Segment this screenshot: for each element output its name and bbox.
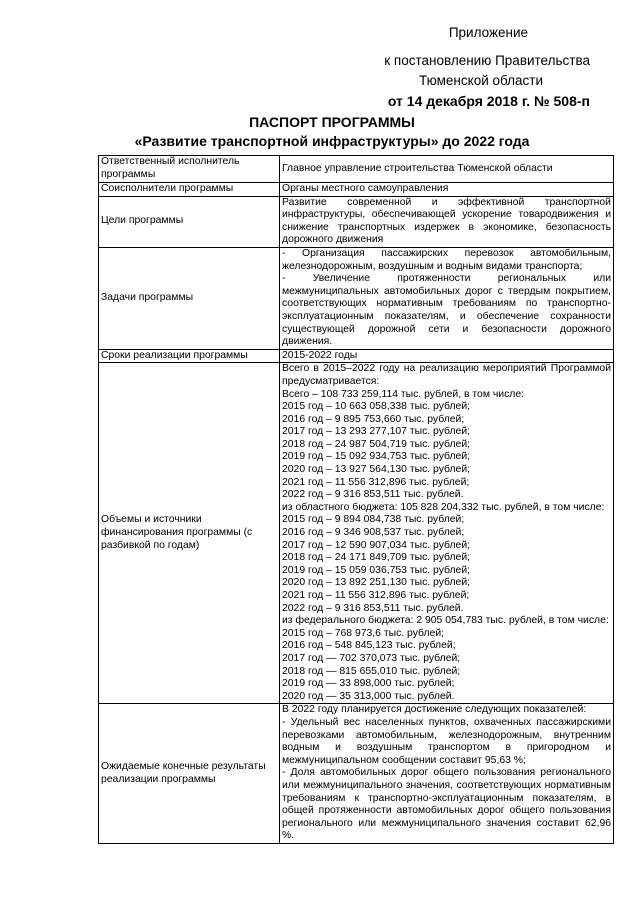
label-tasks: Задачи программы <box>99 247 280 349</box>
label-responsible: Ответственный исполнитель программы <box>99 156 280 183</box>
regional-year-line: 2017 год – 12 590 907,034 тыс. рублей; <box>282 539 471 551</box>
label-goals: Цели программы <box>99 196 280 247</box>
value-coexecutors: Органы местного самоуправления <box>280 183 614 197</box>
resolution-date-number: от 14 декабря 2018 г. № 508-п <box>387 93 590 109</box>
funding-total: Всего – 108 733 259,114 тыс. рублей, в том числе: <box>282 388 524 400</box>
total-year-line: 2017 год – 13 293 277,107 тыс. рублей; <box>282 426 471 438</box>
regional-year-line: 2015 год – 9 894 084,738 тыс. рублей; <box>282 514 465 526</box>
row-responsible <box>99 156 614 183</box>
total-year-line: 2021 год – 11 556 312,896 тыс. рублей; <box>282 476 470 488</box>
row-terms <box>99 349 614 363</box>
funding-intro: Всего в 2015–2022 году на реализацию мероприятий Программой предусматривается: <box>282 363 611 387</box>
regional-year-line: 2016 год – 9 346 908,537 тыс. рублей; <box>282 527 465 539</box>
total-year-line: 2016 год – 9 895 753,660 тыс. рублей; <box>282 413 465 425</box>
funding-regional: из областного бюджета: 105 828 204,332 тыс. рублей, в том числе: <box>282 501 605 513</box>
federal-year-line: 2016 год – 548 845,123 тыс. рублей; <box>282 640 456 652</box>
row-goals <box>99 196 614 247</box>
appendix-label: Приложение <box>448 25 528 40</box>
value-funding <box>280 363 614 704</box>
label-funding: Объемы и источники финансирования программы (с разбивкой по годам) <box>99 363 280 704</box>
federal-year-line: 2015 год – 768 973,6 тыс. рублей; <box>282 627 445 639</box>
results-item-2: - Доля автомобильных дорог общего пользования регионального или межмуниципального значения, соответствующих нормативным требованиям к транспортно-эксплуатационным показателям, в общей протяженности автомобильных дорог общего пользования регионального или межмуниципального значения составит 62,96 %. <box>282 767 611 842</box>
label-results: Ожидаемые конечные результаты реализации программы <box>99 704 280 844</box>
funding-federal: из федерального бюджета: 2 905 054,783 тыс. рублей, в том числе: <box>282 615 609 627</box>
federal-year-line: 2019 год — 33 898,000 тыс. рублей; <box>282 678 455 690</box>
task-item-2: - Увеличение протяженности региональных или межмуниципальных автомобильных дорог с твердым покрытием, соответствующих нормативным требованиям по транспортно-эксплуатационным показателям, и обеспечение сохранности существующей дорожной сети и безопасности дорожного движения. <box>282 273 611 348</box>
value-tasks <box>280 247 614 349</box>
row-results <box>99 704 614 844</box>
row-funding <box>99 363 614 704</box>
row-tasks <box>99 247 614 349</box>
regional-year-line: 2021 год – 11 556 312,896 тыс. рублей; <box>282 590 470 601</box>
funding-regional-years <box>282 514 611 615</box>
value-results <box>280 704 614 844</box>
results-item-1: - Удельный вес населенных пунктов, охваченных пассажирскими перевозками автомобильным, железнодорожным, внутренним водным и воздушным транспортом в пригородном и межмуниципальном сообщении составит 95,63 %; <box>282 716 611 766</box>
total-year-line: 2020 год – 13 927 564,130 тыс. рублей; <box>282 464 471 476</box>
resolution-reference: к постановлению Правительства <box>384 53 590 68</box>
federal-year-line: 2020 год — 35 313,000 тыс. рублей. <box>282 690 455 702</box>
regional-year-line: 2022 год – 9 316 853,511 тыс. рублей. <box>282 602 464 614</box>
passport-table <box>98 155 614 844</box>
total-year-line: 2015 год – 10 663 058,338 тыс. рублей; <box>282 401 471 413</box>
value-goals: Развитие современной и эффективной транспортной инфраструктуры, обеспечивающей ускорение товародвижения и снижение транспортных издержек в экономике, безопасность дорожного движения <box>280 196 614 247</box>
document-title: ПАСПОРТ ПРОГРАММЫ <box>249 114 415 130</box>
total-year-line: 2022 год – 9 316 853,511 тыс. рублей. <box>282 489 464 501</box>
label-terms: Сроки реализации программы <box>99 349 280 363</box>
regional-year-line: 2020 год – 13 892 251,130 тыс. рублей; <box>282 577 471 589</box>
program-name: «Развитие транспортной инфраструктуры» до 2022 года <box>134 133 530 149</box>
region-name: Тюменской области <box>419 73 543 88</box>
regional-year-line: 2019 год – 15 059 036,753 тыс. рублей; <box>282 564 471 576</box>
row-coexecutors <box>99 183 614 197</box>
total-year-line: 2018 год – 24 987 504,719 тыс. рублей; <box>282 438 471 450</box>
total-year-line: 2019 год – 15 092 934,753 тыс. рублей; <box>282 451 471 463</box>
results-intro: В 2022 году планируется достижение следующих показателей: <box>282 704 587 716</box>
funding-federal-years <box>282 628 611 704</box>
federal-year-line: 2017 год — 702 370,073 тыс. рублей; <box>282 652 461 664</box>
value-responsible: Главное управление строительства Тюменской области <box>280 156 614 183</box>
value-terms: 2015-2022 годы <box>280 349 614 363</box>
funding-total-years <box>282 401 611 502</box>
label-coexecutors: Соисполнители программы <box>99 183 280 197</box>
regional-year-line: 2018 год – 24 171 849,709 тыс. рублей; <box>282 552 471 564</box>
federal-year-line: 2018 год — 815 655,010 тыс. рублей; <box>282 665 461 677</box>
task-item-1: - Организация пассажирских перевозок автомобильным, железнодорожным, воздушным и водным видами транспорта; <box>282 247 611 272</box>
